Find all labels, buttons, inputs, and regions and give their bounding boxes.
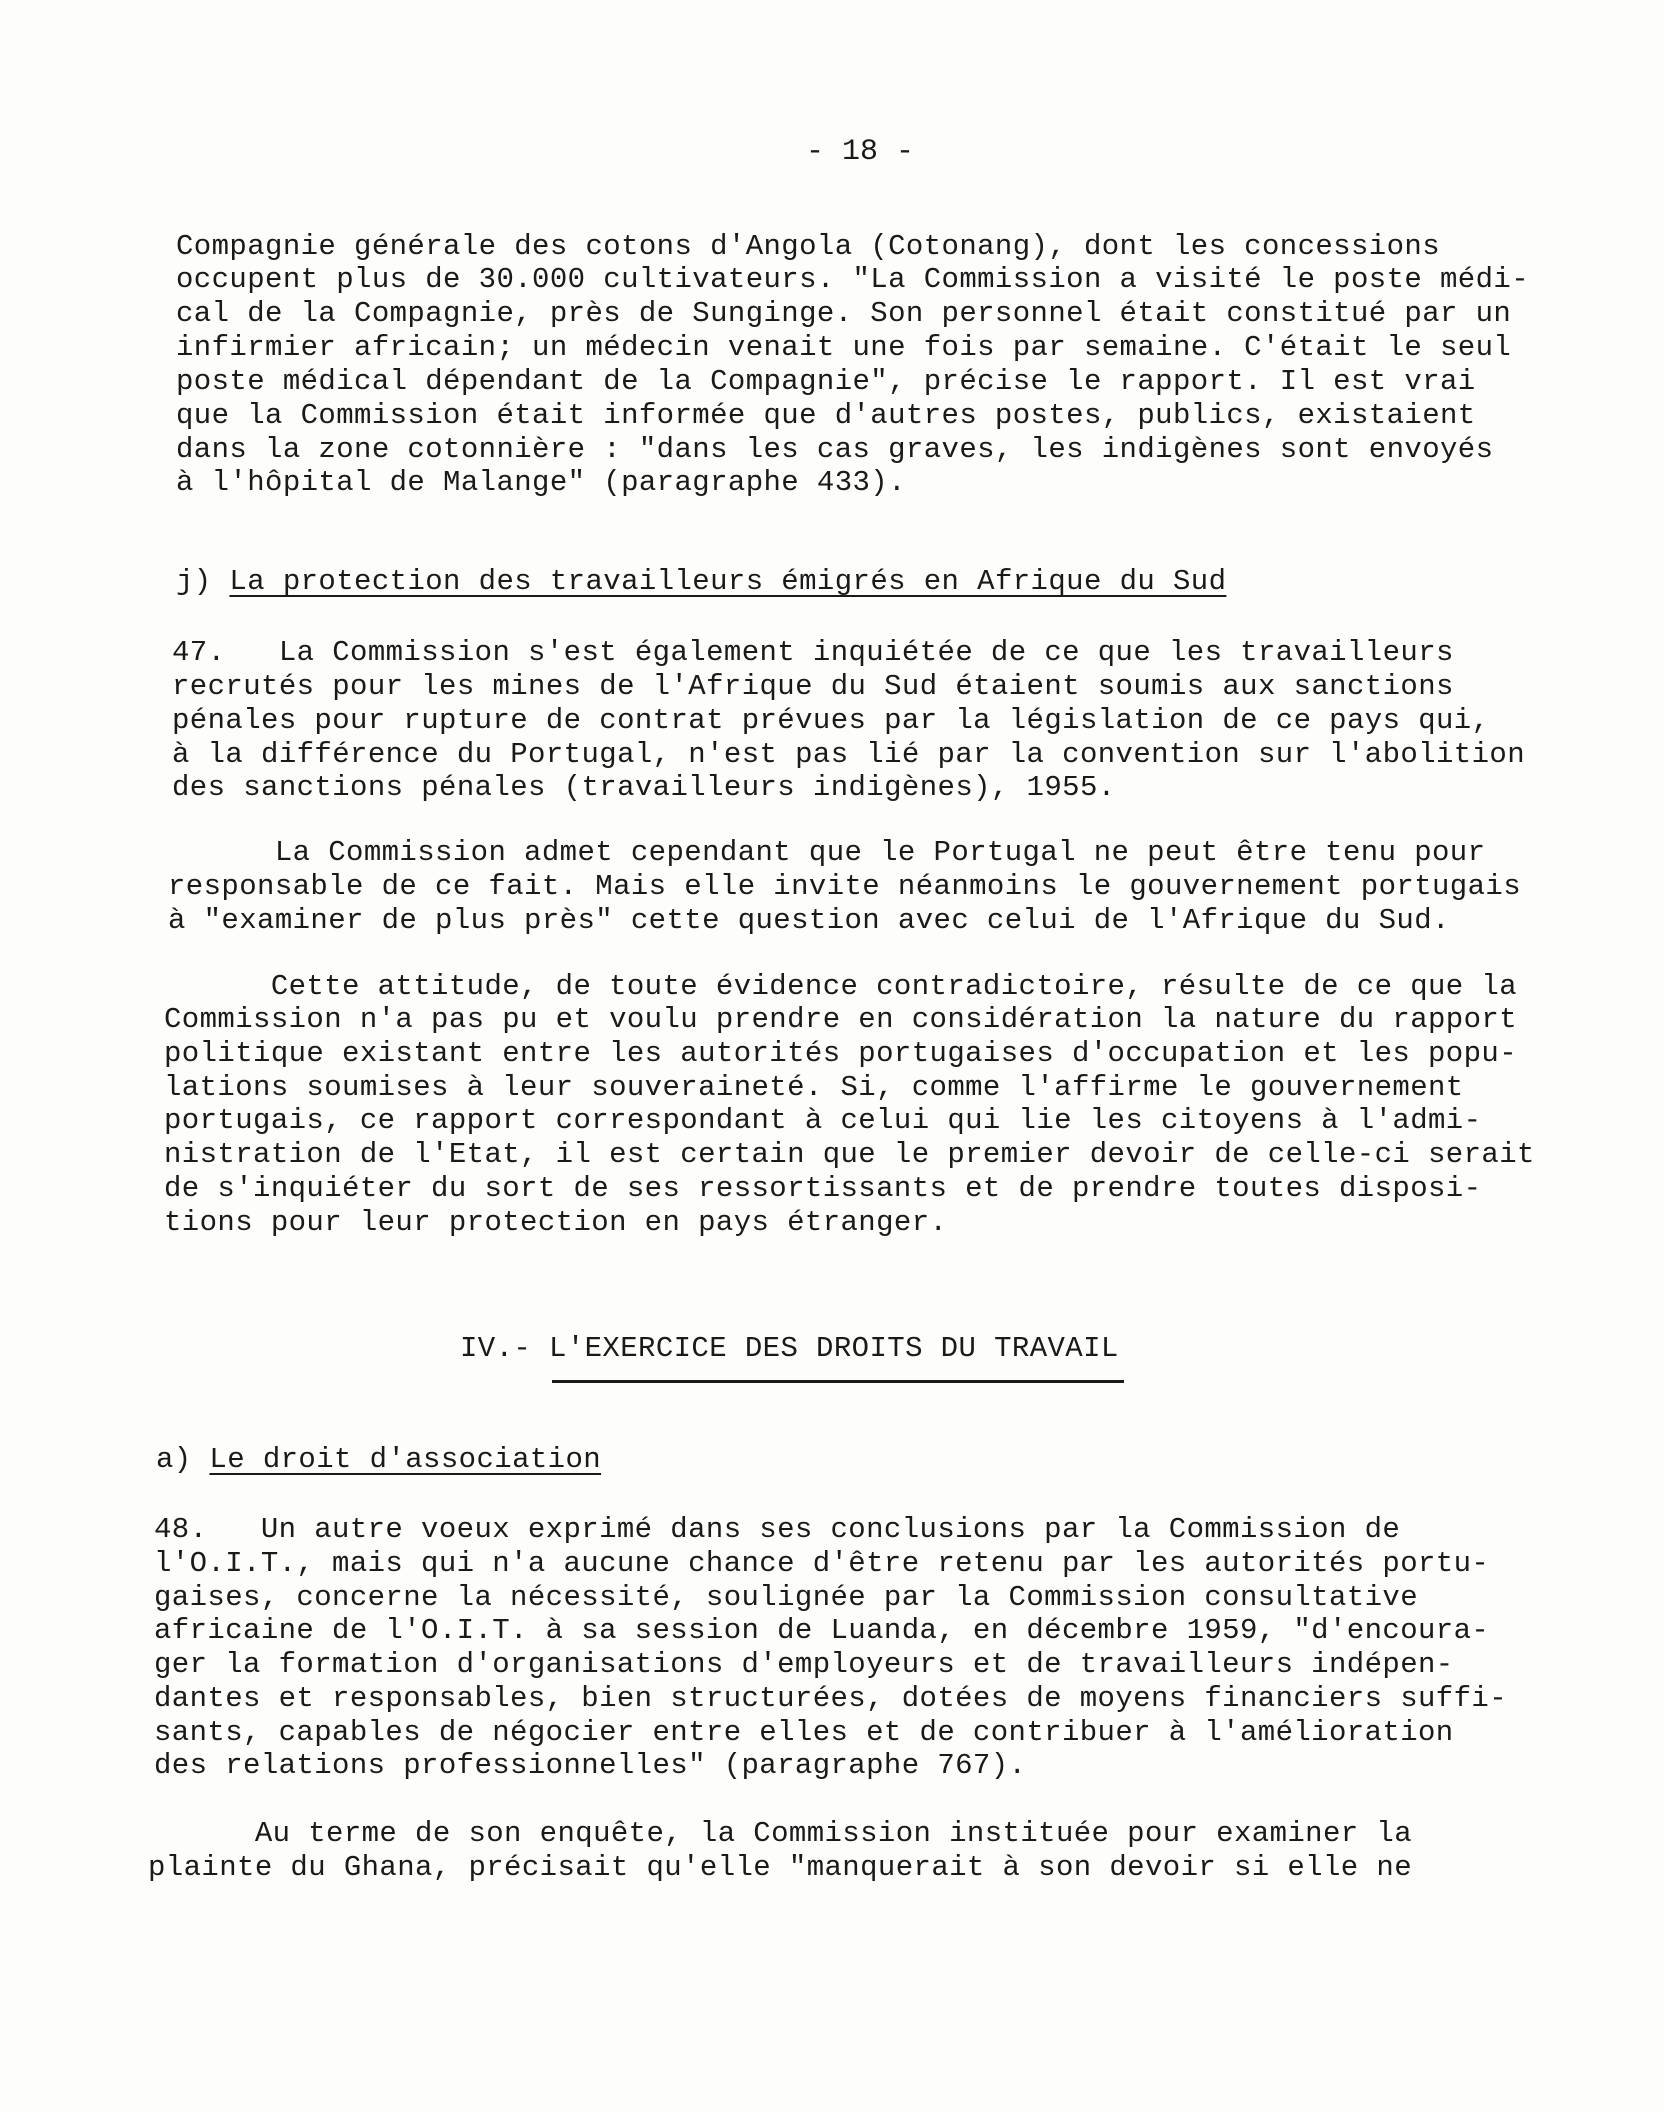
text-line: ger la formation d'organisations d'employeurs et de travailleurs indépen- [154, 1648, 1454, 1681]
text-line: pénales pour rupture de contrat prévues par la législation de ce pays qui, [172, 704, 1490, 737]
text-line: La Commission admet cependant que le Portugal ne peut être tenu pour [168, 836, 1486, 869]
text-line: des relations professionnelles" (paragraphe 767). [154, 1749, 1027, 1782]
text-line: dans la zone cotonnière : "dans les cas graves, les indigènes sont envoyés [176, 433, 1494, 466]
text-line: responsable de ce fait. Mais elle invite néanmoins le gouvernement portugais [168, 870, 1522, 903]
page-number: - 18 - [806, 135, 915, 169]
text-line: à la différence du Portugal, n'est pas lié par la convention sur l'abolition [172, 738, 1526, 771]
text-line: sants, capables de négocier entre elles et de contribuer à l'amélioration [154, 1716, 1454, 1749]
section-title: Le droit d'association [209, 1443, 602, 1476]
text-line: de s'inquiéter du sort de ses ressortissants et de prendre toutes disposi- [164, 1172, 1482, 1205]
text-line: l'O.I.T., mais qui n'a aucune chance d'être retenu par les autorités portu- [154, 1547, 1490, 1580]
text-line: africaine de l'O.I.T. à sa session de Luanda, en décembre 1959, "d'encoura- [154, 1614, 1490, 1647]
text-line: à "examiner de plus près" cette question avec celui de l'Afrique du Sud. [168, 904, 1450, 937]
text-line: portugais, ce rapport correspondant à celui qui lie les citoyens à l'admi- [164, 1104, 1482, 1137]
section-heading-j [176, 565, 1226, 598]
text-line: Cette attitude, de toute évidence contradictoire, résulte de ce que la [164, 970, 1518, 1003]
text-line: tions pour leur protection en pays étranger. [164, 1206, 948, 1239]
text-line: plainte du Ghana, précisait qu'elle "manquerait à son devoir si elle ne [148, 1851, 1413, 1884]
text-line: poste médical dépendant de la Compagnie", précise le rapport. Il est vrai [176, 365, 1476, 398]
text-line: des sanctions pénales (travailleurs indigènes), 1955. [172, 771, 1116, 804]
text-line: occupent plus de 30.000 cultivateurs. "La Commission a visité le poste médi- [176, 263, 1530, 296]
section-heading-a [156, 1443, 601, 1476]
text-line: 47. La Commission s'est également inquiétée de ce que les travailleurs [172, 636, 1454, 669]
heading-underline [552, 1380, 1124, 1383]
text-line: cal de la Compagnie, près de Sunginge. Son personnel était constitué par un [176, 297, 1512, 330]
text-line: recrutés pour les mines de l'Afrique du Sud étaient soumis aux sanctions [172, 670, 1454, 703]
section-heading-iv: IV.- L'EXERCICE DES DROITS DU TRAVAIL [460, 1332, 1119, 1365]
text-line: à l'hôpital de Malange" (paragraphe 433). [176, 466, 906, 499]
section-title: La protection des travailleurs émigrés en Afrique du Sud [229, 565, 1227, 598]
text-line: dantes et responsables, bien structurées, dotées de moyens financiers suffi- [154, 1682, 1508, 1715]
text-line: lations soumises à leur souveraineté. Si, comme l'affirme le gouvernement [164, 1071, 1464, 1104]
text-line: nistration de l'Etat, il est certain que le premier devoir de celle-ci serait [164, 1138, 1535, 1171]
text-line: politique existant entre les autorités portugaises d'occupation et les popu- [164, 1037, 1518, 1070]
text-line: Compagnie générale des cotons d'Angola (Cotonang), dont les concessions [176, 230, 1441, 263]
text-line: gaises, concerne la nécessité, soulignée par la Commission consultative [154, 1581, 1419, 1614]
text-line: Au terme de son enquête, la Commission instituée pour examiner la [148, 1817, 1413, 1850]
section-prefix: j) [176, 565, 230, 598]
text-line: Commission n'a pas pu et voulu prendre en considération la nature du rapport [164, 1003, 1518, 1036]
text-line: que la Commission était informée que d'autres postes, publics, existaient [176, 399, 1476, 432]
text-line: infirmier africain; un médecin venait une fois par semaine. C'était le seul [176, 331, 1512, 364]
text-line: 48. Un autre voeux exprimé dans ses conclusions par la Commission de [154, 1513, 1401, 1546]
section-prefix: a) [156, 1443, 210, 1476]
